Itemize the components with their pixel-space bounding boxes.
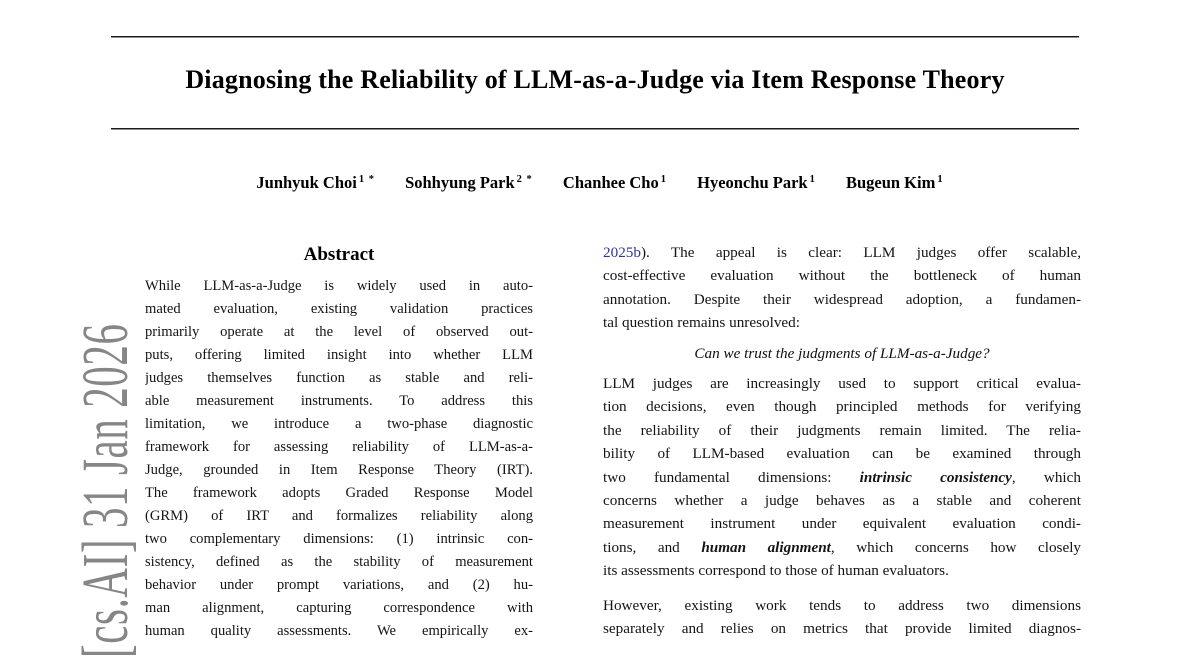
author-name: Hyeonchu Park <box>697 173 808 192</box>
abstract-line: limitation, we introduce a two-phase diagnostic <box>145 416 533 432</box>
body-line: cost-effective evaluation without the bottleneck of human <box>603 267 1081 285</box>
author-superscript: 2 * <box>516 173 533 185</box>
arxiv-watermark: [cs.AI] 31 Jan 2026 <box>69 323 142 658</box>
paper-title: Diagnosing the Reliability of LLM-as-a-Judge via Item Response Theory <box>185 65 1005 94</box>
author-3 <box>563 173 667 192</box>
intro-paragraph-1 <box>603 241 1081 335</box>
body-line: concerns whether a judge behaves as a stable and coherent <box>603 492 1081 510</box>
author-superscript: 1 <box>937 173 944 185</box>
body-line <box>603 241 1081 264</box>
abstract-line: framework for assessing reliability of LLM-as-a- <box>145 439 533 455</box>
abstract-heading: Abstract <box>303 244 375 265</box>
inline-quote: Can we trust the judgments of LLM-as-a-Judge? <box>694 344 990 362</box>
title-rule-bottom <box>111 128 1079 130</box>
author-name: Chanhee Cho <box>562 173 659 192</box>
author-1 <box>256 173 375 192</box>
abstract-line: The framework adopts Graded Response Model <box>145 485 533 501</box>
body-line: separately and relies on metrics that provide limited diagnos- <box>603 620 1081 638</box>
abstract-line: Judge, grounded in Item Response Theory (IRT). <box>145 462 533 478</box>
abstract-line: judges themselves function as stable and reli- <box>145 370 533 386</box>
abstract-line: While LLM-as-a-Judge is widely used in auto- <box>145 278 533 294</box>
emphasis-text: intrinsic consistency <box>859 468 1012 486</box>
body-line <box>603 466 1081 489</box>
body-line: bility of LLM-based evaluation can be examined through <box>603 445 1081 463</box>
body-line: However, existing work tends to address two dimensions <box>603 596 1081 614</box>
author-name: Bugeun Kim <box>845 173 936 192</box>
abstract-section <box>145 242 533 643</box>
author-superscript: 1 <box>809 173 816 185</box>
body-text: , which concerns how closely <box>830 538 1081 556</box>
abstract-body <box>145 275 533 643</box>
citation-link[interactable]: 2025b <box>603 244 641 261</box>
abstract-line: two complementary dimensions: (1) intrinsic con- <box>145 531 533 547</box>
author-superscript: 1 * <box>358 173 375 185</box>
body-line: its assessments correspond to those of human evaluators. <box>603 562 949 580</box>
intro-paragraph-3 <box>603 594 1081 641</box>
intro-column <box>603 241 1081 641</box>
author-2 <box>405 173 533 192</box>
intro-paragraph-2 <box>603 372 1081 583</box>
body-text: , which <box>1011 468 1081 486</box>
body-text: two fundamental dimensions: <box>603 468 860 486</box>
body-line: the reliability of their judgments remain limited. The relia- <box>603 421 1081 439</box>
author-4 <box>697 173 816 192</box>
body-line: tion decisions, even though principled methods for verifying <box>603 398 1081 416</box>
body-line: measurement instrument under equivalent evaluation condi- <box>603 515 1081 533</box>
abstract-line: behavior under prompt variations, and (2) hu- <box>145 577 533 593</box>
body-text: tions, and <box>603 538 702 556</box>
title-rule-top <box>111 36 1079 38</box>
abstract-line: man alignment, capturing correspondence with <box>145 600 533 616</box>
author-name: Junhyuk Choi <box>256 173 357 192</box>
body-line <box>603 536 1081 559</box>
body-line: LLM judges are increasingly used to support critical evalua- <box>603 375 1081 393</box>
abstract-line: primarily operate at the level of observed out- <box>145 324 533 340</box>
authors-line <box>0 171 1200 194</box>
author-5 <box>846 173 944 192</box>
body-line: tal question remains unresolved: <box>603 314 800 332</box>
abstract-line: mated evaluation, existing validation practices <box>145 301 533 317</box>
abstract-line: puts, offering limited insight into whether LLM <box>145 347 533 363</box>
abstract-line: able measurement instruments. To address this <box>145 393 533 409</box>
emphasis-text: human alignment <box>701 538 831 556</box>
body-line: annotation. Despite their widespread adoption, a fundamen- <box>603 290 1081 308</box>
abstract-line: (GRM) of IRT and formalizes reliability along <box>145 508 533 524</box>
abstract-line: sistency, defined as the stability of measurement <box>145 554 533 570</box>
author-superscript: 1 <box>660 173 667 185</box>
author-name: Sohhyung Park <box>405 173 515 192</box>
abstract-line: human quality assessments. We empirically ex- <box>145 623 533 639</box>
body-text: ). The appeal is clear: LLM judges offer scalable, <box>640 244 1081 261</box>
paragraph-gap <box>603 583 1081 594</box>
